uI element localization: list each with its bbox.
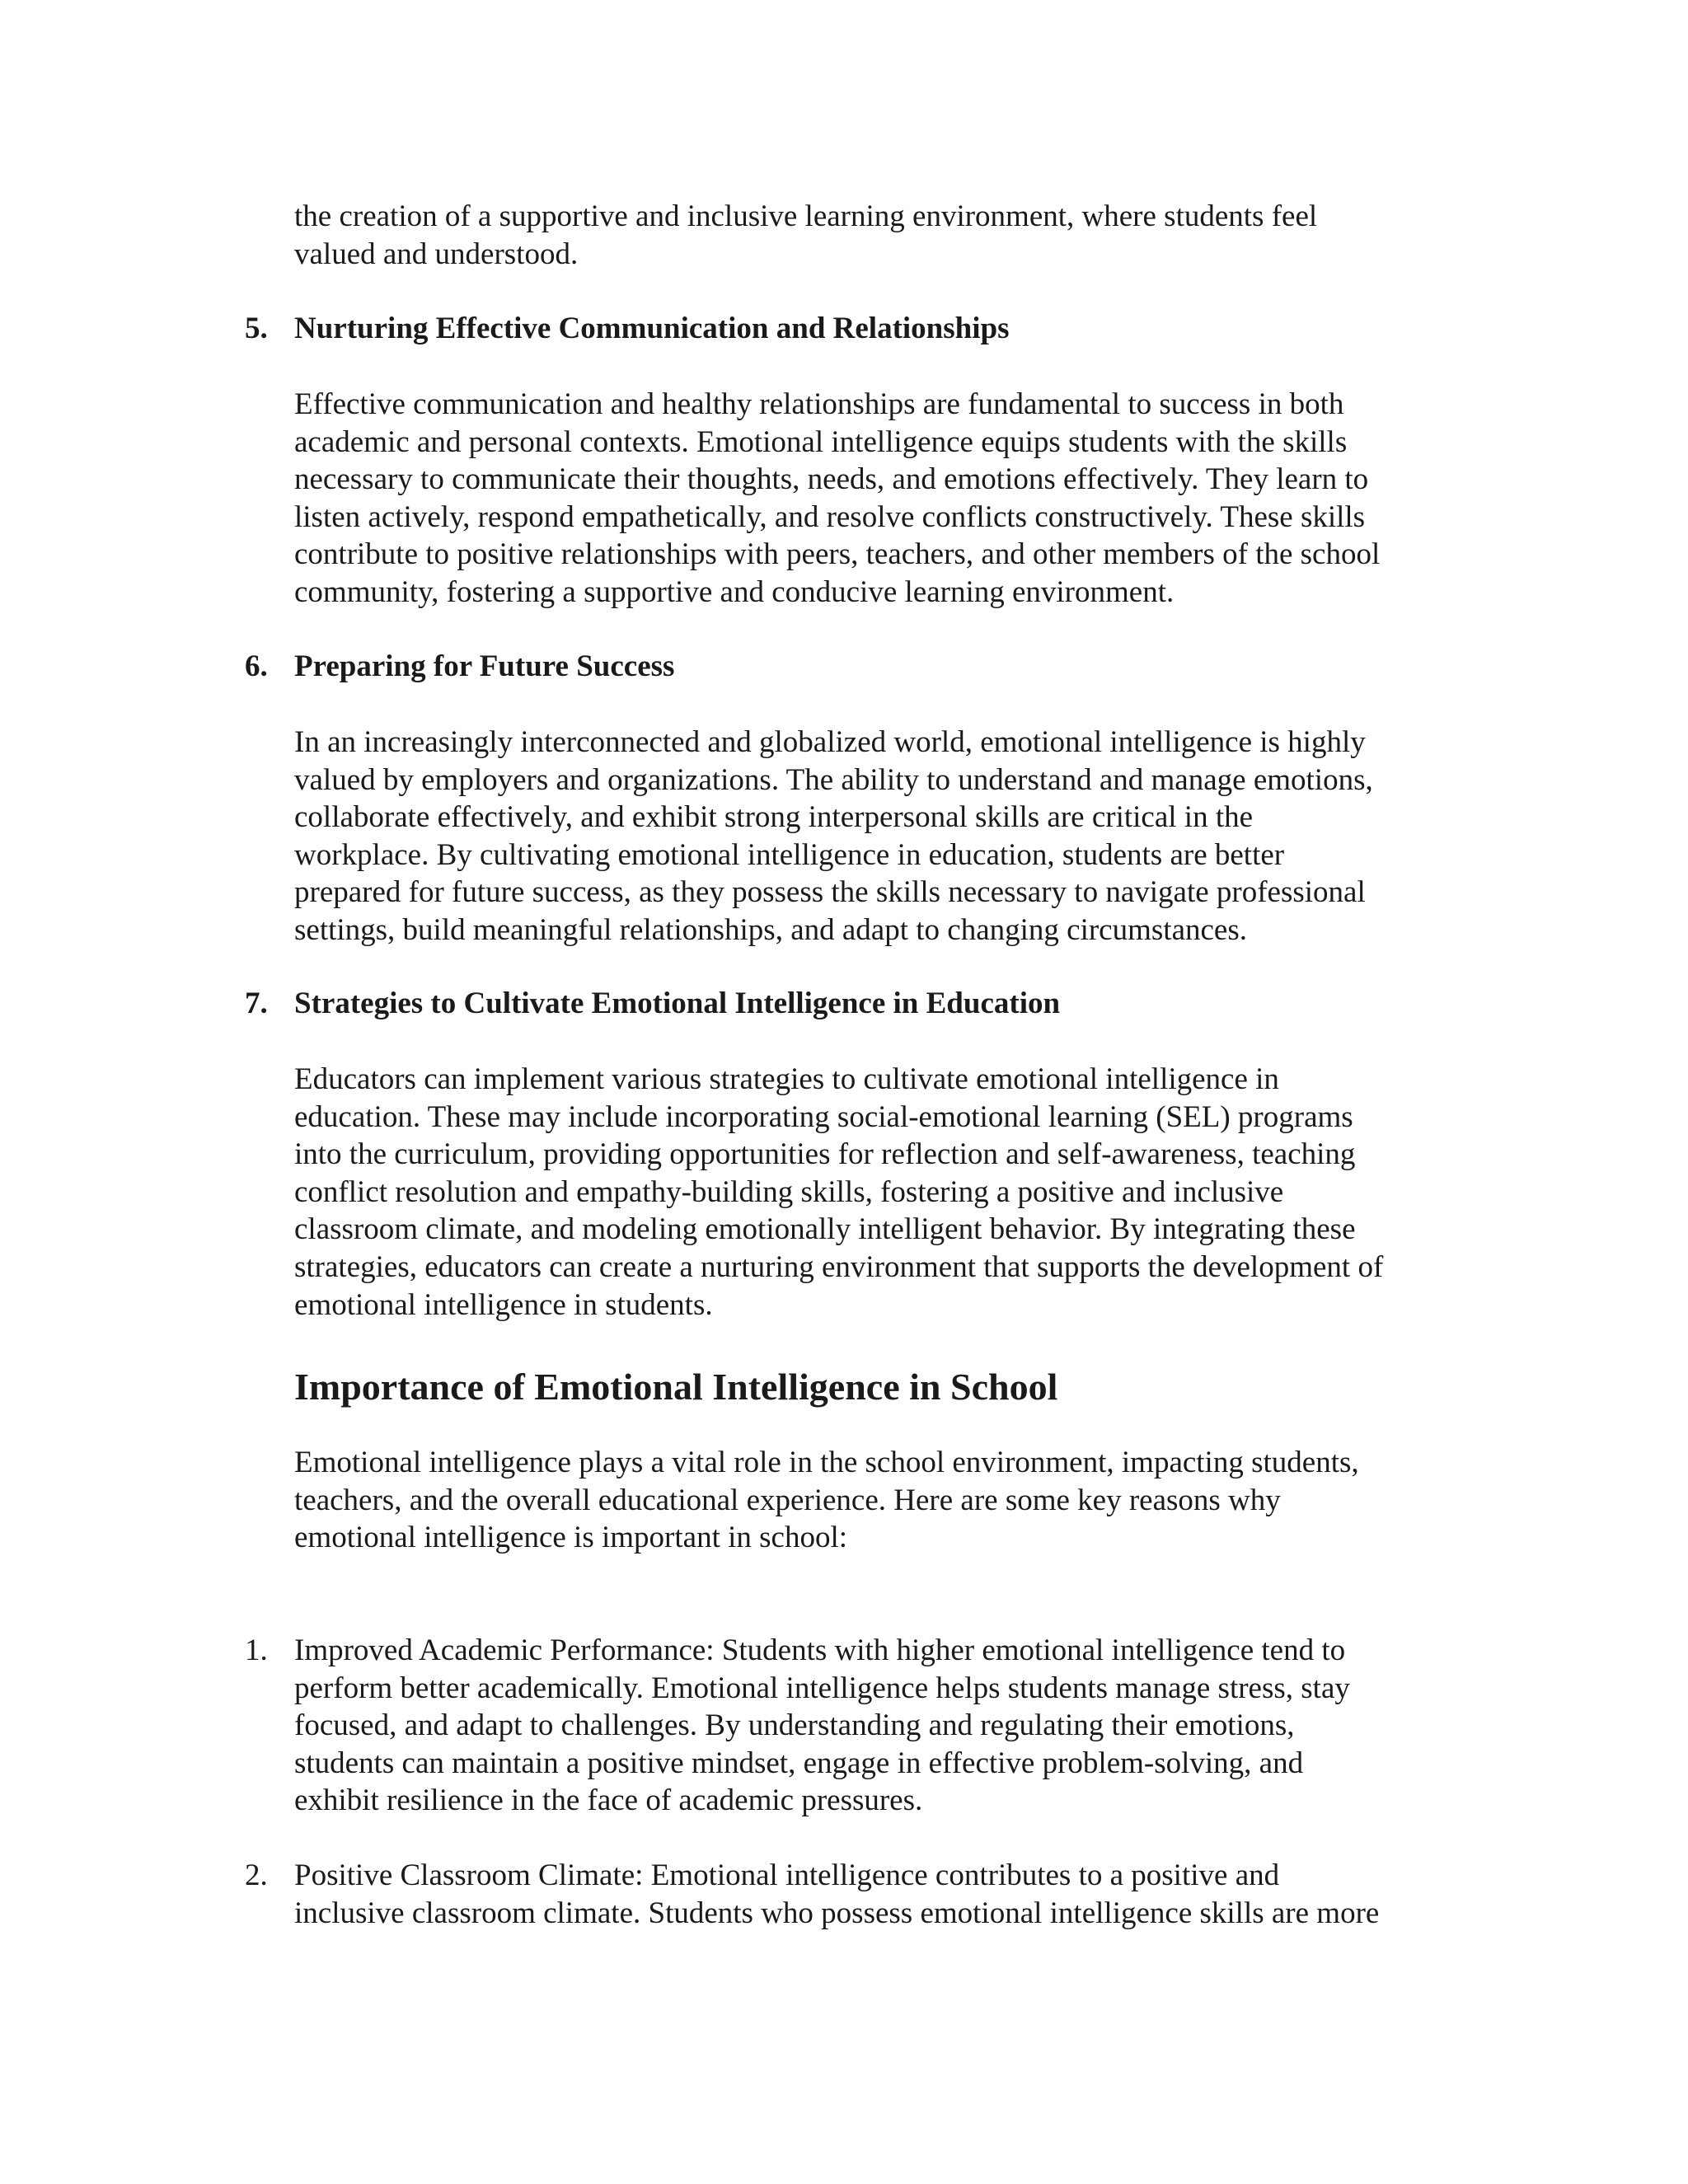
section-heading: Importance of Emotional Intelligence in School (294, 1366, 1058, 1408)
paragraph-line: academic and personal contexts. Emotional intelligence equips students with the skills (294, 424, 1348, 459)
paragraph-line: In an increasingly interconnected and globalized world, emotional intelligence is highly (294, 725, 1366, 759)
paragraph-line: focused, and adapt to challenges. By understanding and regulating their emotions, (294, 1708, 1295, 1743)
paragraph-line: emotional intelligence in students. (294, 1287, 713, 1322)
paragraph-line: workplace. By cultivating emotional intelligence in education, students are better (294, 837, 1285, 872)
paragraph-line: teachers, and the overall educational experience. Here are some key reasons why (294, 1483, 1281, 1517)
paragraph-line: inclusive classroom climate. Students who possess emotional intelligence skills are more (294, 1896, 1380, 1930)
intro-paragraph (294, 1444, 1481, 1557)
section-number: 7. (245, 987, 268, 1020)
paragraph-line: Effective communication and healthy relationships are fundamental to success in both (294, 387, 1344, 421)
paragraph-line: the creation of a supportive and inclusive learning environment, where students feel (294, 199, 1318, 233)
list-item-number: 1. (245, 1633, 268, 1667)
section-title: Strategies to Cultivate Emotional Intelligence in Education (294, 987, 1061, 1020)
paragraph-line: classroom climate, and modeling emotionally intelligent behavior. By integrating these (294, 1212, 1356, 1247)
paragraph-line: strategies, educators can create a nurturing environment that supports the development of (294, 1249, 1384, 1284)
paragraph-line: contribute to positive relationships with peers, teachers, and other members of the school (294, 537, 1381, 572)
paragraph-line: Improved Academic Performance: Students with higher emotional intelligence tend to (294, 1633, 1346, 1667)
paragraph-line: collaborate effectively, and exhibit strong interpersonal skills are critical in the (294, 800, 1254, 835)
section-title: Preparing for Future Success (294, 649, 675, 683)
section-paragraph (294, 1061, 1481, 1324)
paragraph-line: valued by employers and organizations. The ability to understand and manage emotions, (294, 762, 1373, 797)
paragraph-line: Positive Classroom Climate: Emotional intelligence contributes to a positive and (294, 1858, 1280, 1892)
list-item-number: 2. (245, 1858, 268, 1892)
paragraph-line: emotional intelligence is important in school: (294, 1521, 848, 1555)
paragraph-line: community, fostering a supportive and conducive learning environment. (294, 574, 1175, 609)
list-item (294, 1632, 1481, 1820)
section-paragraph (294, 724, 1481, 949)
paragraph-line: education. These may include incorporating social-emotional learning (SEL) programs (294, 1099, 1353, 1134)
section-title: Nurturing Effective Communication and Relationships (294, 312, 1010, 345)
paragraph-line: valued and understood. (294, 237, 579, 271)
paragraph-line: exhibit resilience in the face of academic pressures. (294, 1783, 923, 1818)
paragraph-line: perform better academically. Emotional intelligence helps students manage stress, stay (294, 1671, 1350, 1705)
list-item (294, 1857, 1481, 1932)
paragraph-line: students can maintain a positive mindset, engage in effective problem-solving, and (294, 1746, 1304, 1780)
paragraph-line: listen actively, respond empathetically, and resolve conflicts constructively. These skills (294, 499, 1366, 534)
section-number: 6. (245, 649, 268, 683)
paragraph-line: Emotional intelligence plays a vital role in the school environment, impacting students, (294, 1446, 1359, 1479)
continuation-paragraph (294, 198, 1481, 273)
paragraph-line: settings, build meaningful relationships, and adapt to changing circumstances. (294, 912, 1247, 947)
paragraph-line: Educators can implement various strategies to cultivate emotional intelligence in (294, 1062, 1279, 1096)
section-paragraph (294, 386, 1481, 612)
paragraph-line: prepared for future success, as they possess the skills necessary to navigate professional (294, 875, 1366, 910)
paragraph-line: into the curriculum, providing opportunities for reflection and self-awareness, teaching (294, 1137, 1356, 1172)
section-number: 5. (245, 312, 268, 345)
paragraph-line: conflict resolution and empathy-building skills, fostering a positive and inclusive (294, 1174, 1284, 1209)
paragraph-line: necessary to communicate their thoughts, needs, and emotions effectively. They learn to (294, 462, 1369, 497)
